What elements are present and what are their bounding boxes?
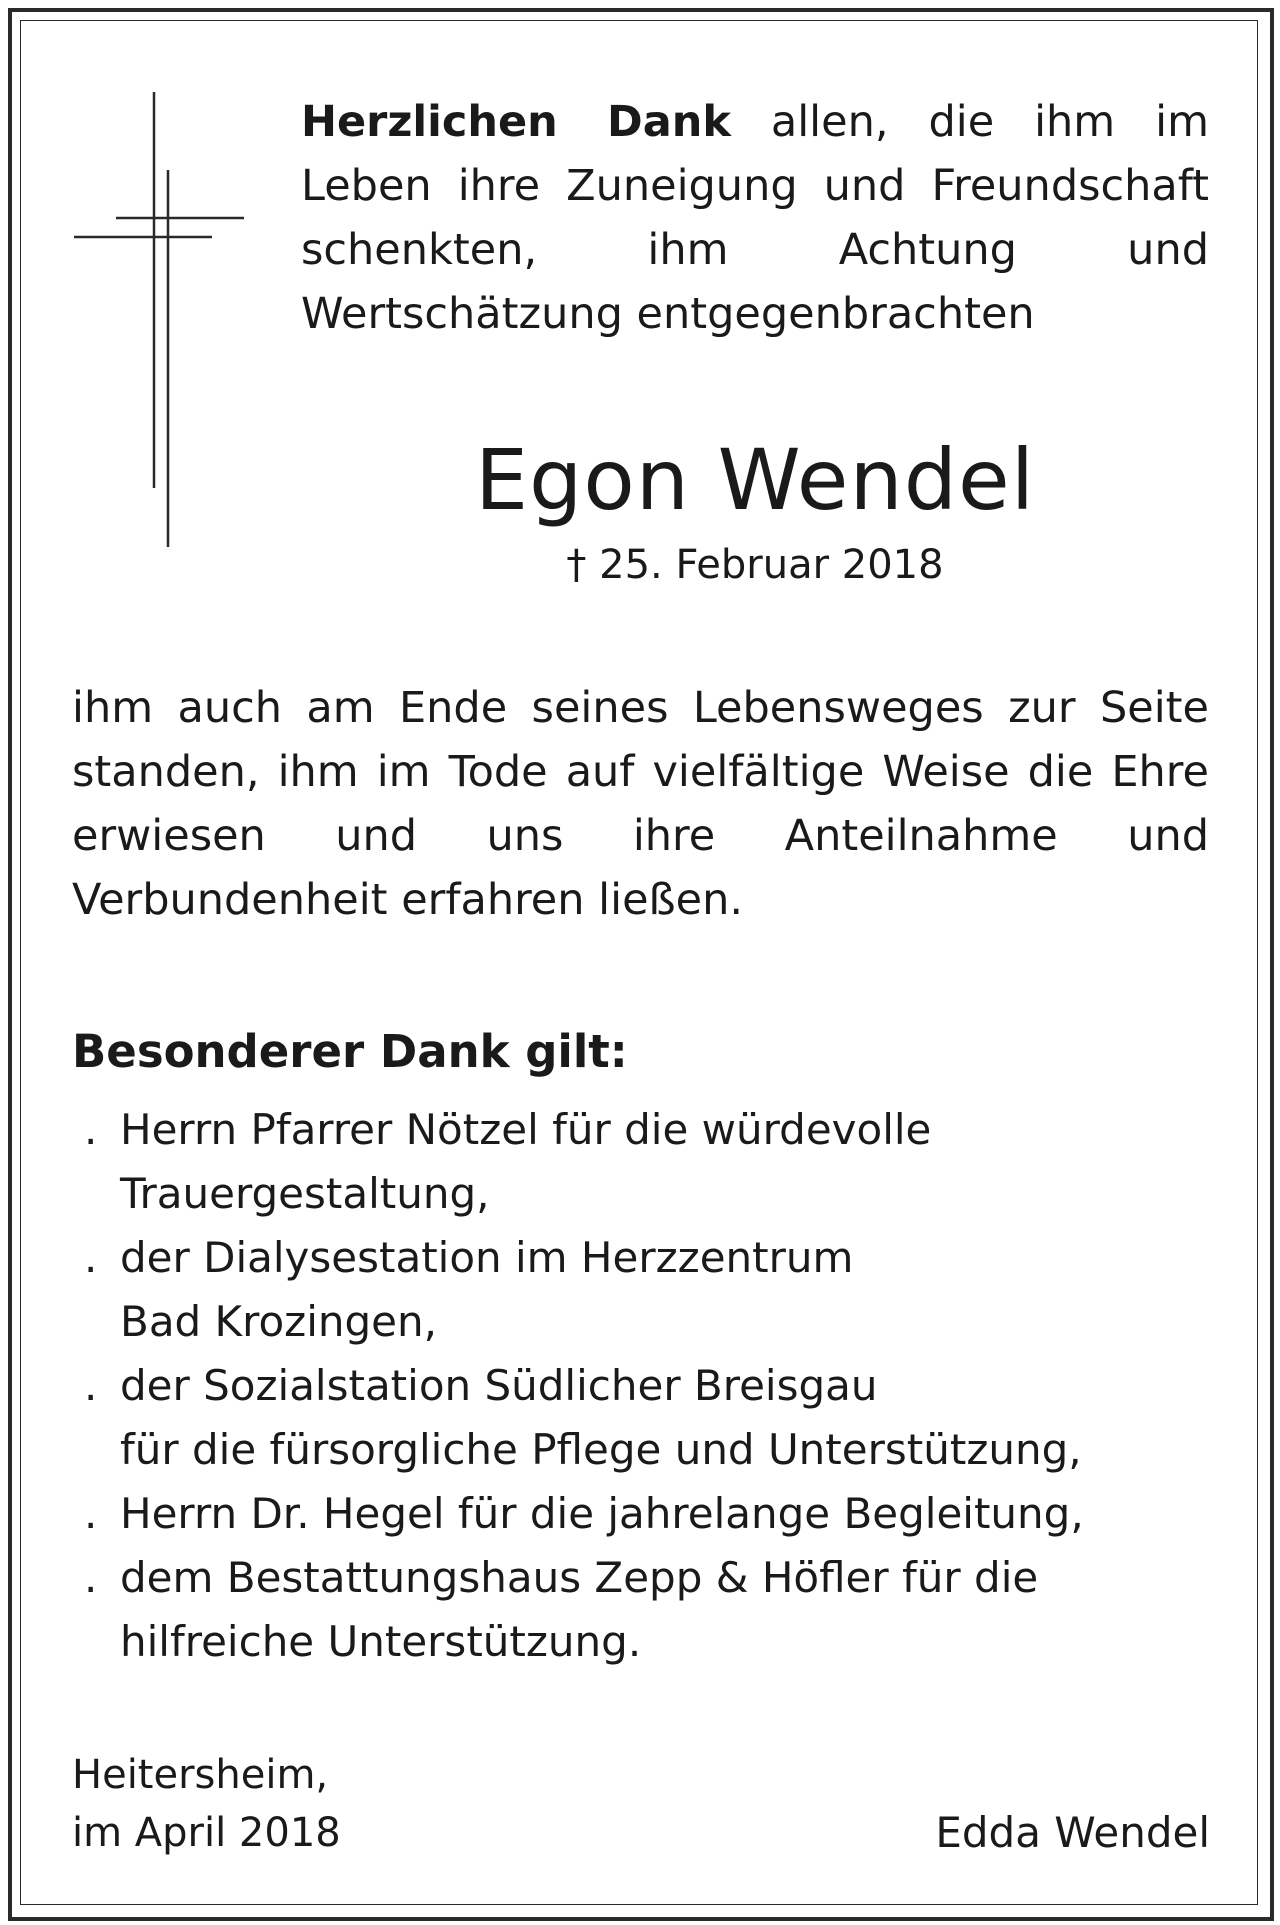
list-item-line: Herrn Dr. Hegel für die jahrelange Begleitung, [120, 1489, 1084, 1538]
list-item [84, 1546, 1214, 1674]
deceased-block [301, 425, 1209, 593]
death-date: † 25. Februar 2018 [566, 542, 944, 588]
list-item-line: Trauergestaltung, [120, 1169, 490, 1218]
bullet: . [84, 1105, 98, 1154]
signature: Edda Wendel [935, 1808, 1210, 1857]
list-item-line: dem Bestattungshaus Zepp & Höfler für die [120, 1553, 1039, 1602]
list-item-line: der Sozialstation Südlicher Breisgau [120, 1361, 878, 1410]
intro-lead: Herzlichen Dank [301, 97, 731, 147]
list-item [84, 1482, 1214, 1546]
bullet: . [84, 1553, 98, 1602]
list-item-line: für die fürsorgliche Pflege und Unterstützung, [120, 1425, 1082, 1474]
list-item-line: der Dialysestation im Herzzentrum [120, 1233, 854, 1282]
list-item-line: Herrn Pfarrer Nötzel für die würdevolle [120, 1105, 932, 1154]
date-line: im April 2018 [72, 1810, 341, 1856]
body-paragraph: ihm auch am Ende seines Lebensweges zur Seite standen, ihm im Tode auf vielfältige Weise die Ehre erwiesen und uns ihre Anteilnahme und Verbundenheit erfahren ließen. [72, 683, 1209, 925]
list-item [84, 1226, 1214, 1354]
deceased-name: Egon Wendel [474, 431, 1036, 529]
cross-icon [74, 92, 254, 552]
bullet: . [84, 1489, 98, 1538]
list-item [84, 1354, 1214, 1482]
list-item-line: Bad Krozingen, [120, 1297, 437, 1346]
intro-paragraph [301, 90, 1209, 346]
list-item [84, 1098, 1214, 1226]
list-item-line: hilfreiche Unterstützung. [120, 1617, 642, 1666]
intro-text: allen, die ihm im Leben ihre Zuneigung und Freundschaft schenkten, ihm Achtung und Wertschätzung entgegenbrachten [301, 97, 1209, 339]
special-thanks-list [84, 1098, 1214, 1674]
bullet: . [84, 1233, 98, 1282]
bullet: . [84, 1361, 98, 1410]
place: Heitersheim, [72, 1752, 329, 1798]
place-date-block [72, 1746, 341, 1862]
special-thanks-heading: Besonderer Dank gilt: [72, 1025, 628, 1078]
